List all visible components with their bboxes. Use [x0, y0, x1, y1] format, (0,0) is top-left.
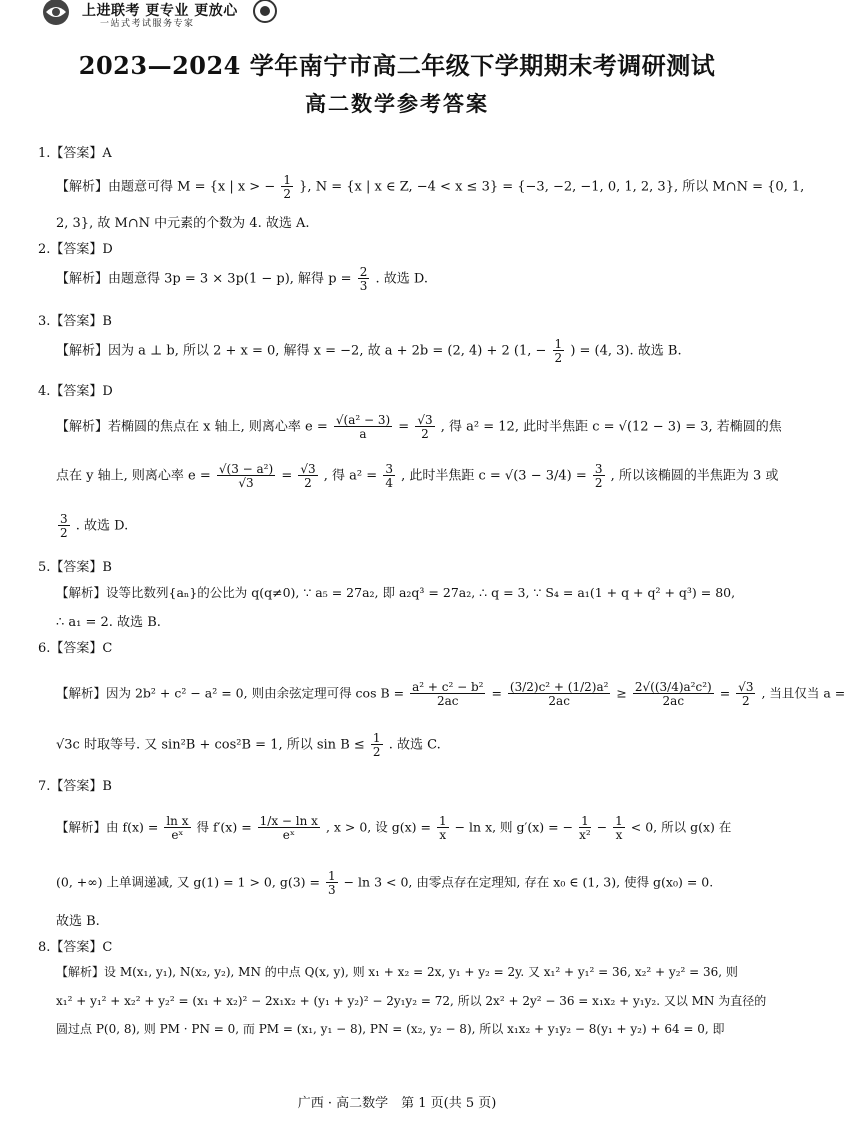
denominator: √3	[238, 476, 254, 490]
numerator: 1	[438, 814, 447, 828]
fraction	[217, 463, 275, 489]
text: =	[719, 685, 731, 701]
text: < 0, 所以 g(x) 在	[630, 819, 732, 835]
q7-explanation-line1	[56, 815, 731, 841]
numerator: 1	[554, 337, 563, 351]
text: , 此时半焦距 c = √(3 − 3/4) =	[401, 468, 587, 484]
numerator: √3	[417, 413, 433, 427]
fraction	[334, 414, 392, 440]
numerator: 2√((3/4)a²c²)	[634, 680, 712, 694]
fraction	[593, 463, 605, 489]
fraction	[326, 870, 338, 896]
fraction	[58, 513, 70, 539]
q1-answer: 1.【答案】A	[38, 146, 112, 161]
text: ) = (4, 3). 故选 B.	[570, 343, 682, 359]
q8-explanation-line2: x₁² + y₁² + x₂² + y₂² = (x₁ + x₂)² − 2x₁x₂ + (y₁ + y₂)² − 2y₁y₂ = 72, 所以 2x² + 2y² − 36 = x₁x₂ + y₁y₂. 又以 MN 为直径的	[56, 994, 767, 1008]
numerator: √3	[300, 462, 316, 476]
fraction	[613, 815, 625, 841]
text: (0, +∞) 上单调递减, 又 g(1) = 1 > 0, g(3) =	[56, 874, 320, 890]
numerator: 3	[60, 512, 68, 526]
numerator: a² + c² − b²	[412, 680, 484, 694]
q6-answer: 6.【答案】C	[38, 641, 113, 656]
numerator: 1	[372, 731, 381, 745]
numerator: 3	[594, 462, 603, 476]
numerator: 1/x − ln x	[259, 814, 318, 828]
fraction	[383, 463, 395, 489]
denominator: eˣ	[171, 828, 184, 842]
numerator: (3/2)c² + (1/2)a²	[509, 680, 609, 694]
numerator: 1	[615, 814, 623, 828]
numerator: √(3 − a²)	[218, 462, 274, 476]
q2-explanation	[56, 266, 428, 292]
denominator: 2	[554, 351, 563, 365]
text: √3c 时取等号. 又 sin²B + cos²B = 1, 所以 sin B ≤	[56, 737, 365, 753]
q8-answer: 8.【答案】C	[38, 940, 113, 955]
fraction	[736, 681, 755, 707]
q8-explanation-line3: 圆过点 P(0, 8), 则 PM · PN = 0, 而 PM = (x₁, y₁ − 8), PN = (x₂, y₂ − 8), 所以 x₁x₂ + y₁y₂ − 8(y₁ + y₂) + 64 = 0, 即	[56, 1022, 725, 1036]
fraction	[281, 174, 293, 200]
denominator: 3	[327, 883, 336, 897]
denominator: 2ac	[437, 694, 459, 708]
q8-explanation-line1: 【解析】设 M(x₁, y₁), N(x₂, y₂), MN 的中点 Q(x, y), 则 x₁ + x₂ = 2x, y₁ + y₂ = 2y. 又 x₁² + y₁² = 36, x₂² + y₂² = 36, 则	[56, 965, 738, 979]
page-footer: 广西 · 高二数学 第 1 页(共 5 页)	[297, 1096, 497, 1111]
q6-explanation-line2	[56, 732, 441, 758]
fraction	[410, 681, 485, 707]
fraction	[415, 414, 434, 440]
text: 得 f′(x) =	[196, 819, 252, 835]
denominator: 2	[594, 476, 603, 490]
numerator: 1	[581, 814, 589, 828]
text: 【解析】若椭圆的焦点在 x 轴上, 则离心率 e =	[56, 419, 328, 435]
q1-explanation-line1	[56, 174, 804, 200]
page-title: 2023—2024 学年南宁市高二年级下学期期末考调研测试	[78, 51, 716, 80]
denominator: 2	[421, 427, 429, 441]
denominator: 3	[359, 279, 368, 293]
numerator: √3	[738, 680, 754, 694]
denominator: 2	[304, 476, 312, 490]
numerator: 2	[359, 265, 368, 279]
text: , 得 a² = 12, 此时半焦距 c = √(12 − 3) = 3, 若椭圆的焦	[440, 419, 782, 435]
q4-answer: 4.【答案】D	[38, 384, 113, 399]
emblem-icon	[252, 0, 278, 26]
text: , 当且仅当 a =	[761, 685, 845, 701]
q4-explanation-line3	[56, 513, 128, 539]
q7-answer: 7.【答案】B	[38, 779, 112, 794]
q5-explanation-line1: 【解析】设等比数列{aₙ}的公比为 q(q≠0), ∵ a₅ = 27a₂, 即 a₂q³ = 27a₂, ∴ q = 3, ∵ S₄ = a₁(1 + q + q² + q³) = 80,	[56, 585, 736, 600]
denominator: 2	[372, 745, 381, 759]
fraction	[579, 815, 591, 841]
brand-logo-icon	[38, 0, 78, 30]
text: }, N = {x | x ∈ Z, −4 < x ≤ 3} = {−3, −2, −1, 0, 1, 2, 3}, 所以 M∩N = {0, 1,	[299, 179, 805, 195]
text: . 故选 D.	[75, 518, 129, 534]
text: − ln 3 < 0, 由零点存在定理知, 存在 x₀ ∈ (1, 3), 使得 g(x₀) = 0.	[343, 874, 714, 890]
fraction	[508, 681, 611, 707]
q4-explanation-line2	[56, 463, 778, 489]
fraction	[358, 266, 370, 292]
q3-explanation	[56, 338, 682, 364]
numerator: 1	[283, 173, 292, 187]
denominator: 2	[741, 694, 750, 708]
brand-name: 上进联考 更专业 更放心	[82, 3, 238, 19]
text: . 故选 D.	[375, 271, 428, 287]
numerator: 3	[385, 462, 393, 476]
denominator: x²	[579, 828, 591, 842]
text: 【解析】由题意可得 M = {x | x > −	[56, 179, 276, 195]
text: =	[398, 419, 410, 435]
denominator: 2ac	[662, 694, 685, 708]
denominator: eˣ	[282, 828, 295, 842]
fraction	[633, 681, 714, 707]
denominator: 2ac	[548, 694, 570, 708]
text: =	[281, 468, 293, 484]
text: −	[596, 819, 608, 835]
denominator: 4	[385, 476, 393, 490]
q4-explanation-line1	[56, 414, 782, 440]
q3-answer: 3.【答案】B	[38, 314, 112, 329]
page-subtitle: 高二数学参考答案	[305, 92, 489, 116]
text: 【解析】因为 2b² + c² − a² = 0, 则由余弦定理可得 cos B =	[56, 685, 405, 701]
text: . 故选 C.	[388, 737, 441, 753]
q5-explanation-line2: ∴ a₁ = 2. 故选 B.	[56, 615, 161, 630]
denominator: x	[615, 828, 623, 842]
denominator: 2	[60, 526, 68, 540]
fraction	[258, 815, 320, 841]
q2-answer: 2.【答案】D	[38, 242, 113, 257]
text: , 所以该椭圆的半焦距为 3 或	[610, 468, 779, 484]
fraction	[164, 815, 190, 841]
text: 点在 y 轴上, 则离心率 e =	[56, 468, 211, 484]
text: − ln x, 则 g′(x) = −	[454, 819, 574, 835]
text: , x > 0, 设 g(x) =	[325, 819, 431, 835]
denominator: x	[439, 828, 447, 842]
q6-explanation-line1	[56, 681, 845, 707]
q1-explanation-line2: 2, 3}, 故 M∩N 中元素的个数为 4. 故选 A.	[56, 216, 310, 231]
text: ≥	[616, 685, 627, 701]
denominator: 2	[283, 187, 292, 201]
brand-slogan: 一站式考试服务专家	[100, 19, 195, 29]
fraction	[371, 732, 383, 758]
text: 【解析】由题意得 3p = 3 × 3p(1 − p), 解得 p =	[56, 271, 352, 287]
q7-explanation-line3: 故选 B.	[56, 914, 100, 929]
text: 【解析】因为 a ⊥ b, 所以 2 + x = 0, 解得 x = −2, 故 a + 2b = (2, 4) + 2 (1, −	[56, 343, 547, 359]
text: 【解析】由 f(x) =	[56, 819, 159, 835]
text: =	[491, 685, 502, 701]
numerator: √(a² − 3)	[335, 413, 391, 427]
fraction	[437, 815, 449, 841]
fraction	[298, 463, 317, 489]
fraction	[553, 338, 565, 364]
text: , 得 a² =	[323, 468, 378, 484]
q7-explanation-line2	[56, 870, 713, 896]
numerator: ln x	[166, 814, 189, 828]
denominator: a	[359, 427, 367, 441]
numerator: 1	[327, 869, 336, 883]
q5-answer: 5.【答案】B	[38, 560, 112, 575]
